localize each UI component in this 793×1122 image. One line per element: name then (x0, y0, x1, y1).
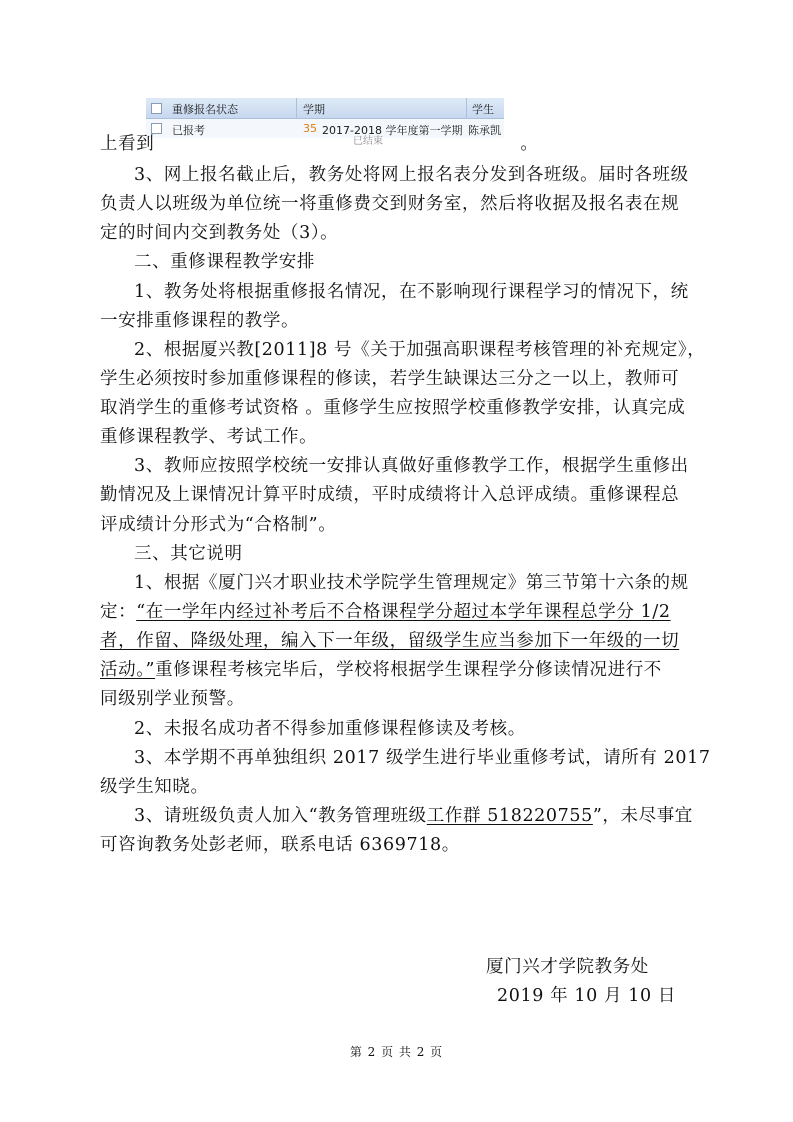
text-line: 定：“在一学年内经过补考后不合格课程学分超过本学年课程总学分 1/2 (100, 602, 671, 622)
text-line: 学生必须按时参加重修课程的修读，若学生缺课达三分之一以上，教师可 (100, 369, 680, 389)
text-line: 负责人以班级为单位统一将重修费交到财务室，然后将收据及报名表在规 (100, 194, 680, 214)
text-line: 上看到 。 (100, 134, 539, 154)
section-heading: 二、重修课程教学安排 (134, 252, 315, 272)
text-line: 重修课程教学、考试工作。 (100, 427, 318, 447)
text-line: 1、教务处将根据重修报名情况，在不影响现行课程学习的情况下，统 (134, 282, 689, 302)
text-line: 评成绩计分形式为“合格制”。 (100, 515, 337, 535)
text-line: 3、教师应按照学校统一安排认真做好重修教学工作，根据学生重修出 (134, 456, 689, 476)
text-line: 定的时间内交到教务处（3）。 (100, 223, 339, 243)
underlined-quote: 者，作留、降级处理，编入下一年级，留级学生应当参加下一年级的一切 (100, 631, 680, 651)
screenshot-header (146, 98, 504, 119)
column-divider (296, 98, 297, 118)
underlined-quote: “在一学年内经过补考后不合格课程学分超过本学年课程总学分 1/2 (136, 602, 671, 622)
checkbox-icon (151, 103, 162, 114)
text-line: 1、根据《厦门兴才职业技术学院学生管理规定》第三节第十六条的规 (134, 573, 689, 593)
text-line: 活动。”重修课程考核完毕后，学校将根据学生课程学分修读情况进行不 (100, 660, 662, 680)
text-line: 2、根据厦兴教[2011]8 号《关于加强高职课程考核管理的补充规定》， (134, 340, 706, 360)
header-status: 重修报名状态 (172, 103, 238, 116)
text-line: 3、请班级负责人加入“教务管理班级工作群 518220755”，未尽事宜 (134, 806, 693, 826)
signature-date: 2019 年 10 月 10 日 (497, 986, 676, 1006)
signature-org: 厦门兴才学院教务处 (486, 957, 649, 977)
row-student: 陈承凯 (468, 124, 501, 137)
header-term: 学期 (303, 103, 325, 116)
row-status: 已报考 (172, 124, 205, 137)
text-line: 级学生知晓。 (100, 777, 209, 797)
text-line: 取消学生的重修考试资格 。重修学生应按照学校重修教学安排，认真完成 (100, 398, 686, 418)
underlined-quote: 活动。” (100, 660, 156, 680)
text-line: 一安排重修课程的教学。 (100, 311, 300, 331)
column-divider (466, 98, 467, 118)
row-term: 2017-2018 学年度第一学期 (322, 124, 463, 137)
text-line: 勤情况及上课情况计算平时成绩，平时成绩将计入总评成绩。重修课程总 (100, 485, 680, 505)
underlined-group-number: 工作群 518220755 (426, 806, 593, 826)
row-overflow-text: 已结束 (353, 136, 383, 147)
text-line (100, 629, 700, 653)
page-footer: 第 2 页 共 2 页 (349, 1045, 444, 1059)
header-student: 学生 (472, 103, 494, 116)
row-number: 35 (303, 122, 317, 135)
text-line: 3、本学期不再单独组织 2017 级学生进行毕业重修考试，请所有 2017 (134, 748, 711, 768)
section-heading: 三、其它说明 (134, 544, 243, 564)
text-line: 可咨询教务处彭老师，联系电话 6369718。 (100, 835, 460, 855)
text-line: 3、网上报名截止后，教务处将网上报名表分发到各班级。届时各班级 (134, 165, 689, 185)
text-line: 同级别学业预警。 (100, 689, 245, 709)
text-line: 2、未报名成功者不得参加重修课程修读及考核。 (134, 719, 526, 739)
